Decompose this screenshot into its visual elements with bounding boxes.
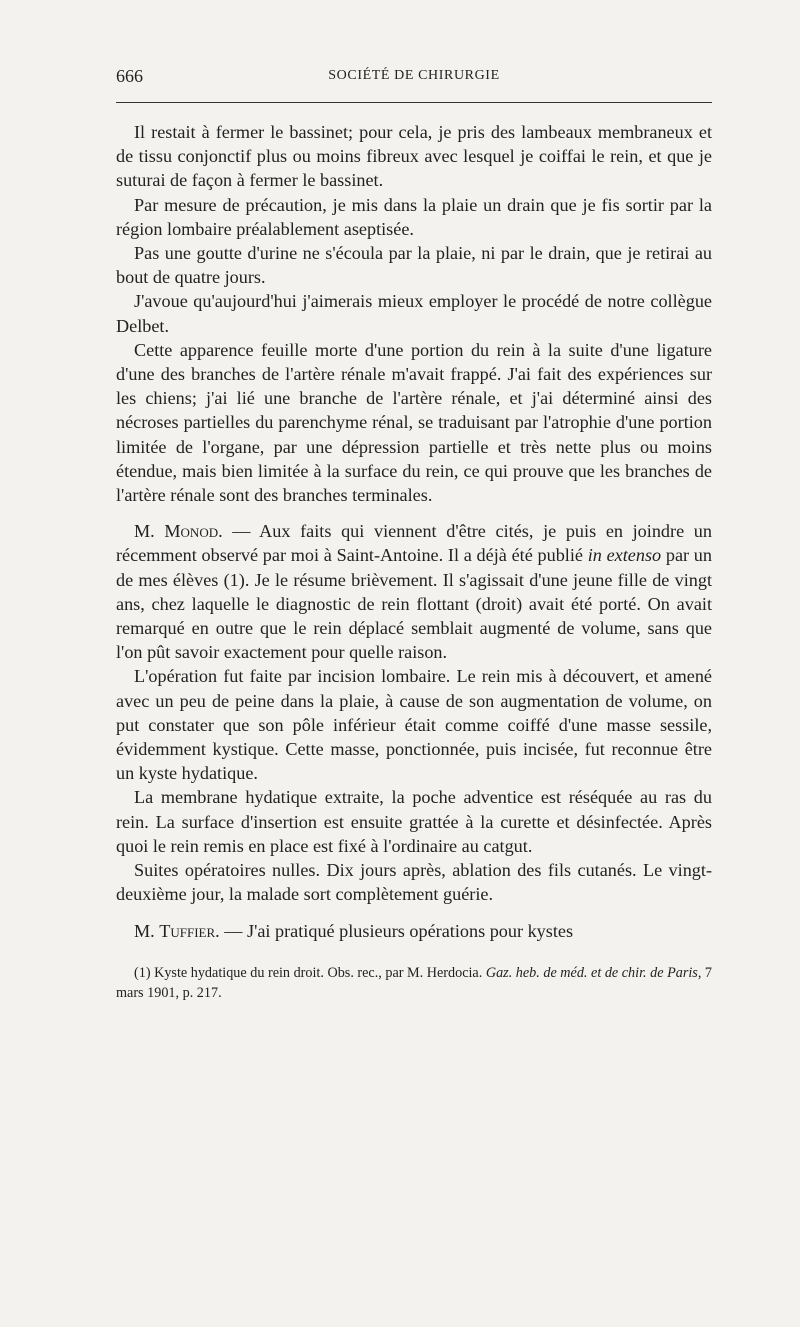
paragraph: Cette apparence feuille morte d'une portion du rein à la suite d'une ligature d'une des branches de l'artère rénale m'avait frappé. J'ai fait des expériences sur les chiens; j'ai lié une branche de l'artère rénale, et j'ai déterminé ainsi des nécroses partielles du parenchyme rénal, se traduisant par l'atrophie d'une portion limitée de l'organe, par une dépression partielle et très nette plus ou moins étendue, mais bien limitée à la surface du rein, ce qui prouve que les branches de l'artère rénale sont des branches terminales. — [116, 339, 712, 506]
paragraph: La membrane hydatique extraite, la poche adventice est réséquée au ras du rein. La surface d'insertion est ensuite grattée à la curette et désinfectée. Après quoi le rein remis en place est fixé à l'ordinaire au catgut. — [116, 787, 712, 856]
header-rule — [116, 102, 712, 103]
paragraph: Par mesure de précaution, je mis dans la plaie un drain que je fis sortir par la région lombaire préalablement aseptisée. — [116, 194, 712, 239]
speaker-name: Tuffier — [159, 920, 216, 941]
tuffier-paragraph — [116, 919, 712, 943]
footnote-italic: Gaz. heb. de méd. et de chir. de Paris — [485, 964, 698, 981]
paragraph: Suites opératoires nulles. Dix jours après, ablation des fils cutanés. Le vingt-deuxième jour, la malade sort complètement guérie. — [116, 860, 712, 905]
paragraph: Pas une goutte d'urine ne s'écoula par la plaie, ni par le drain, que je retirai au bout de quatre jours. — [116, 243, 712, 288]
page-number: 666 — [116, 66, 143, 86]
speaker-prefix: M. — [134, 920, 160, 941]
paragraph-text: . — Aux faits qui viennent d'être cités, je puis en joindre un récemment observé par moi à Saint-Antoine. Il a déjà été publié — [116, 521, 712, 566]
book-page — [116, 62, 712, 1003]
running-title: SOCIÉTÉ DE CHIRURGIE — [328, 68, 500, 83]
footnote-part: (1) Kyste hydatique du rein droit. Obs. rec., par M. Herdocia. — [134, 964, 486, 981]
paragraph: Il restait à fermer le bassinet; pour cela, je pris des lambeaux membraneux et de tissu conjonctif plus ou moins fibreux avec lesquel je coiffai le rein, et que je suturai de façon à fermer le bassinet. — [116, 122, 712, 191]
footnote-text — [116, 963, 712, 1003]
paragraph: L'opération fut faite par incision lombaire. Le rein mis à découvert, et amené avec un peu de peine dans la plaie, à cause de son augmentation de volume, on put constater que son pôle inférieur était comme coiffé d'une masse sessile, évidemment kystique. Cette masse, ponctionnée, puis incisée, fut reconnue être un kyste hydatique. — [116, 666, 712, 784]
footnote-part: , 7 mars 1901, p. 217. — [116, 964, 712, 1001]
monod-paragraph — [116, 519, 712, 664]
page-header — [116, 62, 712, 88]
italic-text: in extenso — [587, 545, 662, 566]
paragraph-text: par un de mes élèves (1). Je le résume brièvement. Il s'agissait d'une jeune fille de vingt ans, chez laquelle le diagnostic de rein flottant (droit) avait été porté. On avait remarqué en outre que le rein déplacé semblait augmenté de volume, sans que l'on pût savoir exactement pour quelle raison. — [116, 545, 712, 663]
paragraph: J'avoue qu'aujourd'hui j'aimerais mieux employer le procédé de notre collègue Delbet. — [116, 291, 712, 336]
speaker-name: Monod — [164, 521, 219, 542]
paragraph-text: . — J'ai pratiqué plusieurs opérations pour kystes — [215, 920, 574, 941]
footnote — [116, 963, 712, 1003]
body-text — [116, 120, 712, 943]
speaker-prefix: M. — [134, 521, 165, 542]
